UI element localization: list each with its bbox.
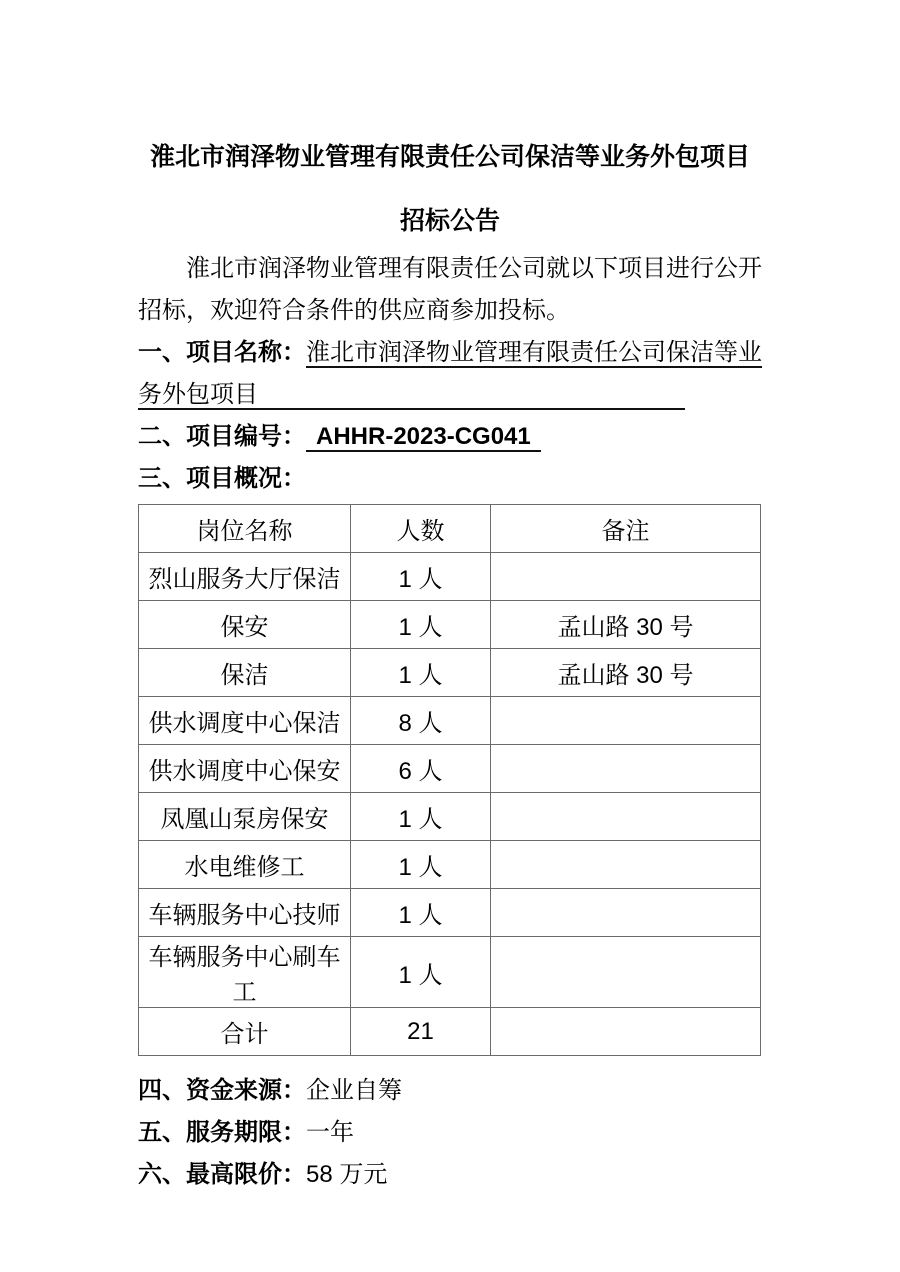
max-price-label: 六、最高限价： [138, 1161, 306, 1188]
table-cell: 烈山服务大厅保洁 [139, 553, 351, 601]
table-cell: 1 人 [351, 841, 491, 889]
underline-extension [258, 374, 685, 410]
table-cell [491, 745, 761, 793]
table-cell: 8 人 [351, 697, 491, 745]
table-row [139, 601, 761, 649]
table-cell: 保洁 [139, 649, 351, 697]
section-service-period [138, 1112, 762, 1154]
table-cell: 1 人 [351, 553, 491, 601]
max-price-value: 58 万元 [306, 1161, 388, 1188]
funding-source-label: 四、资金来源： [138, 1077, 306, 1104]
table-header-cell-position: 岗位名称 [139, 505, 351, 553]
table-body [139, 553, 761, 1056]
table-row [139, 937, 761, 1008]
table-cell: 凤凰山泵房保安 [139, 793, 351, 841]
project-overview-label: 三、项目概况： [138, 465, 306, 492]
table-cell: 水电维修工 [139, 841, 351, 889]
table-cell [491, 841, 761, 889]
table-cell: 保安 [139, 601, 351, 649]
table-cell: 车辆服务中心技师 [139, 889, 351, 937]
project-number-label: 二、项目编号： [138, 423, 306, 450]
section-project-name [138, 332, 762, 374]
intro-paragraph: 淮北市润泽物业管理有限责任公司就以下项目进行公开招标，欢迎符合条件的供应商参加投标。 [138, 255, 762, 324]
funding-source-value: 企业自筹 [306, 1077, 402, 1104]
table-row [139, 745, 761, 793]
table-header-cell-remarks: 备注 [491, 505, 761, 553]
table-cell: 车辆服务中心刷车工 [139, 937, 351, 1008]
table-cell [491, 889, 761, 937]
table-cell: 1 人 [351, 937, 491, 1008]
overview-table [138, 504, 761, 1056]
table-cell: 1 人 [351, 889, 491, 937]
table-row [139, 841, 761, 889]
table-cell: 孟山路 30 号 [491, 601, 761, 649]
project-number-value: AHHR-2023-CG041 [306, 423, 541, 452]
table-cell [491, 937, 761, 1008]
section-max-price [138, 1154, 762, 1196]
table-header-row [139, 505, 761, 553]
section-project-name-continued [138, 374, 762, 416]
table-cell [491, 1008, 761, 1056]
table-cell: 供水调度中心保洁 [139, 697, 351, 745]
table-cell: 1 人 [351, 649, 491, 697]
section-funding-source [138, 1070, 762, 1112]
table-cell: 21 [351, 1008, 491, 1056]
section-project-number [138, 416, 762, 458]
table-row [139, 1008, 761, 1056]
project-name-label: 一、项目名称： [138, 339, 306, 366]
table-cell: 供水调度中心保安 [139, 745, 351, 793]
service-period-label: 五、服务期限： [138, 1119, 306, 1146]
table-row [139, 793, 761, 841]
table-cell: 1 人 [351, 793, 491, 841]
project-name-value-line1: 淮北市润泽物业管理有限责任公司保洁等业 [306, 339, 762, 366]
page-title: 淮北市润泽物业管理有限责任公司保洁等业务外包项目 [149, 143, 750, 171]
table-header-cell-headcount: 人数 [351, 505, 491, 553]
table-cell: 6 人 [351, 745, 491, 793]
table-cell: 合计 [139, 1008, 351, 1056]
table-cell: 1 人 [351, 601, 491, 649]
table-row [139, 649, 761, 697]
service-period-value: 一年 [306, 1119, 354, 1146]
page-subtitle: 招标公告 [399, 207, 500, 235]
table-row [139, 697, 761, 745]
table-cell [491, 553, 761, 601]
table-row [139, 553, 761, 601]
table-cell [491, 697, 761, 745]
table-cell [491, 793, 761, 841]
section-project-overview [138, 458, 762, 500]
table-row [139, 889, 761, 937]
table-cell: 孟山路 30 号 [491, 649, 761, 697]
project-name-value-line2: 务外包项目 [138, 381, 258, 408]
